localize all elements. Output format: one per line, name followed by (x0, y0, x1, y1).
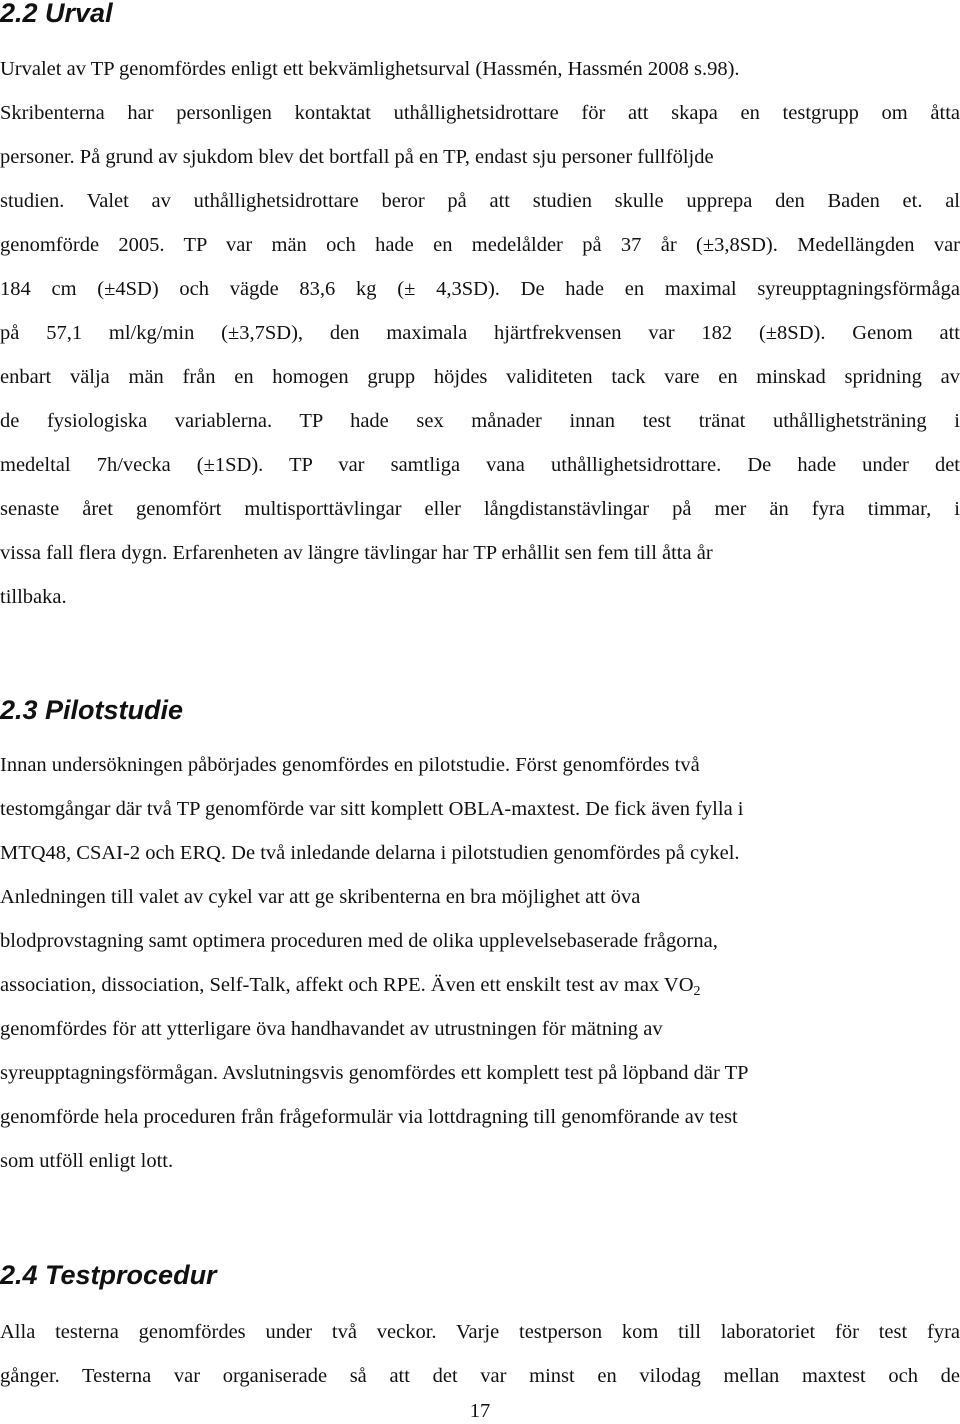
text-line: enbart välja män från en homogen grupp höjdes validiteten tack vare en minskad spridning av (0, 366, 960, 388)
text-line: Urvalet av TP genomfördes enligt ett bekvämlighetsurval (Hassmén, Hassmén 2008 s.98). (0, 58, 740, 80)
text-line: Innan undersökningen påbörjades genomfördes en pilotstudie. Först genomfördes två (0, 754, 700, 776)
text-line: senaste året genomfört multisporttävlingar eller långdistanstävlingar på mer än fyra timmar, i (0, 498, 960, 520)
section-heading-pilotstudie: 2.3 Pilotstudie (0, 695, 184, 725)
text-line: studien. Valet av uthållighetsidrottare beror på att studien skulle upprepa den Baden et. al (0, 190, 960, 212)
text-line: testomgångar där två TP genomförde var sitt komplett OBLA-maxtest. De fick även fylla i (0, 798, 744, 820)
text-line: vissa fall flera dygn. Erfarenheten av längre tävlingar har TP erhållit sen fem till åtta år (0, 542, 713, 564)
text-line: genomfördes för att ytterligare öva handhavandet av utrustningen för mätning av (0, 1018, 663, 1040)
text-line: medeltal 7h/vecka (±1SD). TP var samtliga vana uthållighetsidrottare. De hade under det (0, 454, 960, 476)
text-line: Anledningen till valet av cykel var att ge skribenterna en bra möjlighet att öva (0, 886, 641, 908)
text-line: tillbaka. (0, 586, 67, 608)
text-line: som utföll enligt lott. (0, 1150, 174, 1172)
text-line: syreupptagningsförmågan. Avslutningsvis genomfördes ett komplett test på löpband där TP (0, 1062, 749, 1084)
text-line: 184 cm (±4SD) och vägde 83,6 kg (± 4,3SD). De hade en maximal syreupptagningsförmåga (0, 278, 960, 300)
section-heading-testprocedur: 2.4 Testprocedur (0, 1260, 217, 1290)
text-line: MTQ48, CSAI-2 och ERQ. De två inledande delarna i pilotstudien genomfördes på cykel. (0, 842, 740, 864)
text-line: personer. På grund av sjukdom blev det bortfall på en TP, endast sju personer fullföljde (0, 146, 714, 168)
text-line: genomförde hela proceduren från frågeformulär via lottdragning till genomförande av test (0, 1106, 738, 1128)
text-line: Skribenterna har personligen kontaktat uthållighetsidrottare för att skapa en testgrupp om åtta (0, 102, 960, 124)
text-segment: association, dissociation, Self-Talk, affekt och RPE. Även ett enskilt test av max VO (0, 974, 694, 996)
paragraph-pilotstudie (0, 743, 960, 1183)
text-line: de fysiologiska variablerna. TP hade sex månader innan test tränat uthållighetsträning i (0, 410, 960, 432)
text-line: på 57,1 ml/kg/min (±3,7SD), den maximala hjärtfrekvensen var 182 (±8SD). Genom att (0, 322, 960, 344)
text-line: genomförde 2005. TP var män och hade en medelålder på 37 år (±3,8SD). Medellängden var (0, 234, 960, 256)
text-line: Alla testerna genomfördes under två veckor. Varje testperson kom till laboratoriet för test fyra (0, 1321, 960, 1343)
section-heading-urval: 2.2 Urval (0, 0, 113, 28)
text-line: gånger. Testerna var organiserade så att det var minst en vilodag mellan maxtest och de (0, 1365, 960, 1387)
subscript: 2 (693, 984, 701, 999)
paragraph-testprocedur (0, 1310, 960, 1398)
page-number: 17 (469, 1400, 491, 1422)
text-line: blodprovstagning samt optimera proceduren med de olika upplevelsebaserade frågorna, (0, 930, 718, 952)
paragraph-urval (0, 47, 960, 619)
text-line (0, 963, 960, 1007)
